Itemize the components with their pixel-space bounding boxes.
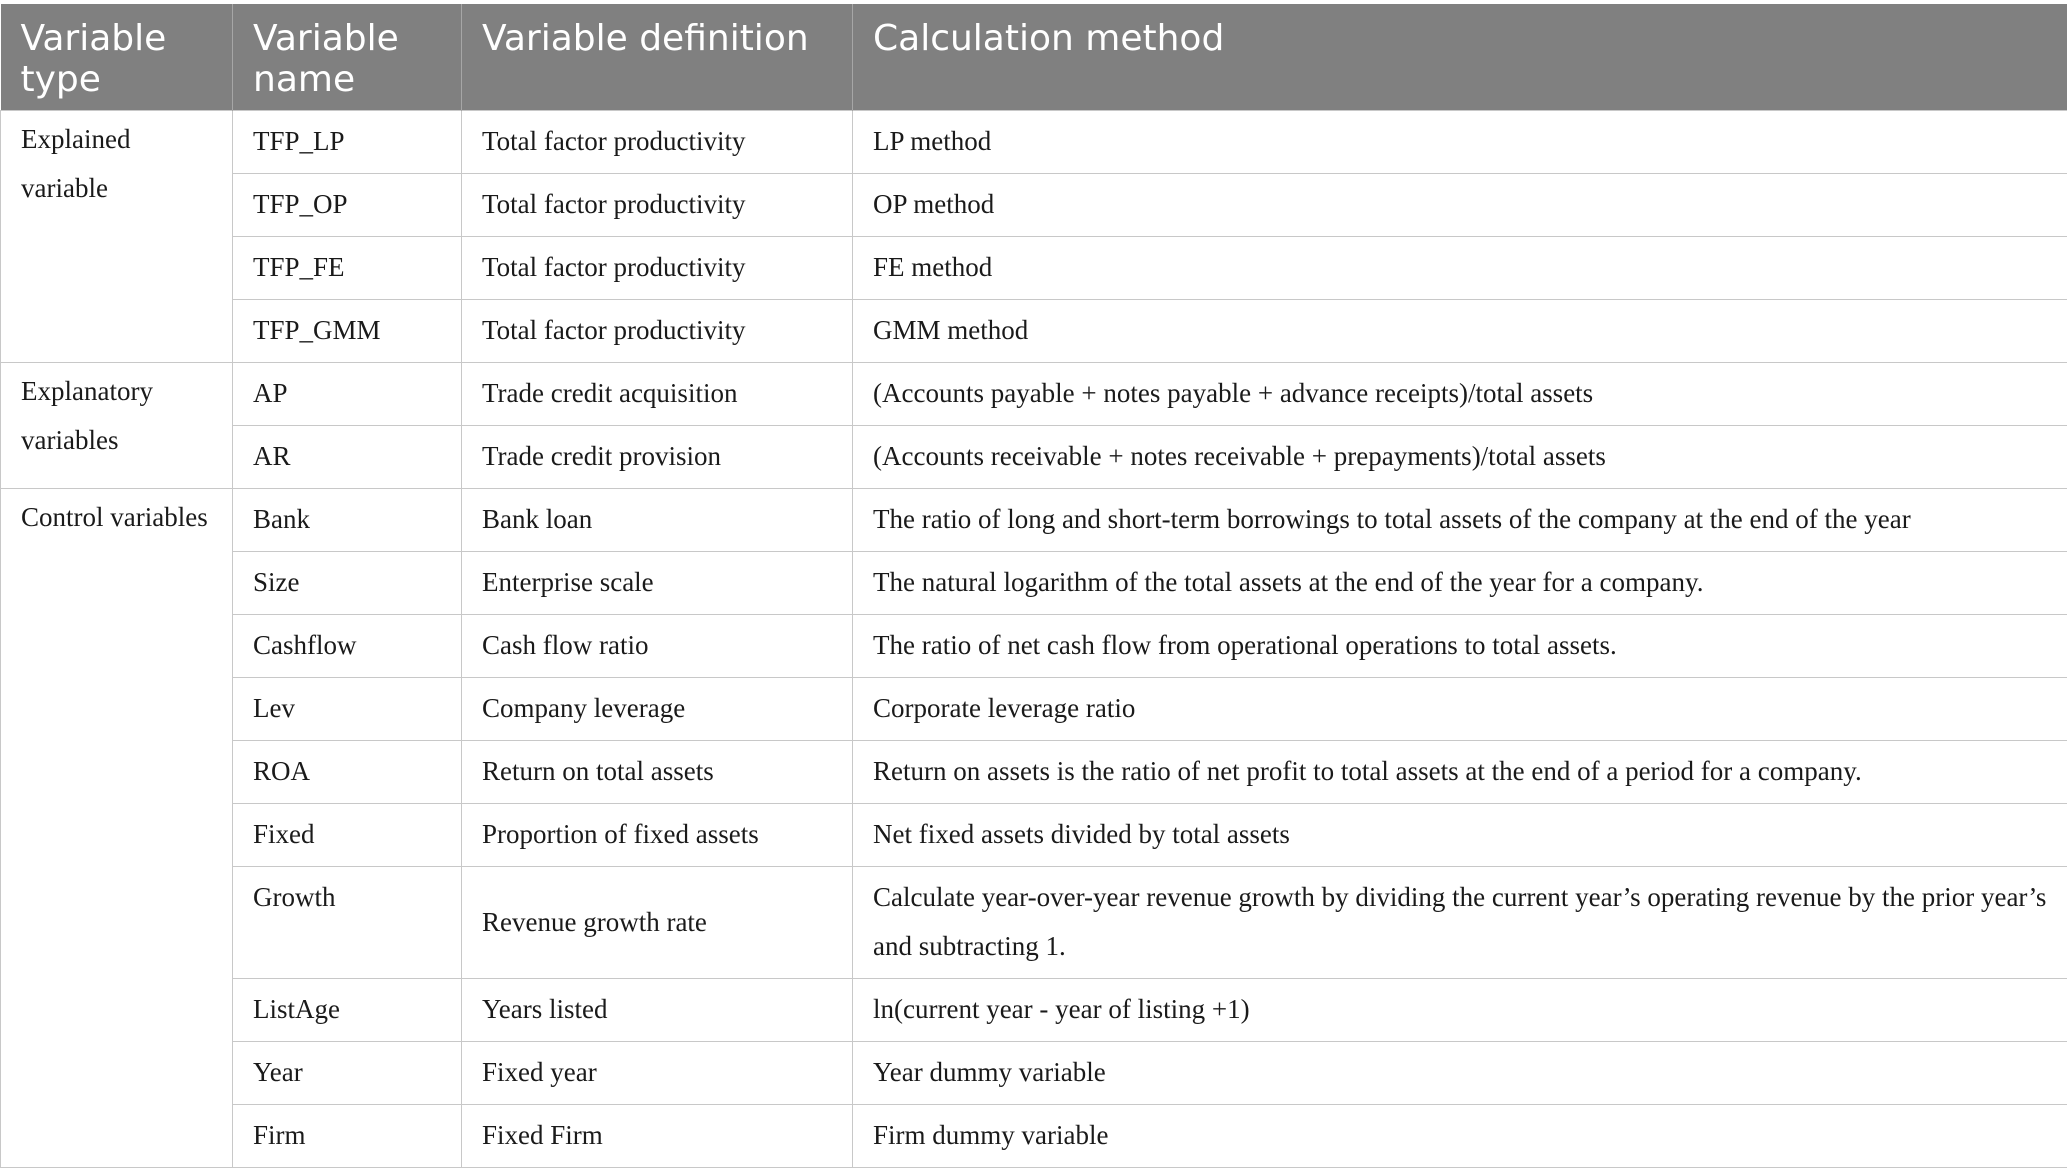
variable-definition-cell: Fixed Firm [462,1105,853,1168]
variable-definition-cell: Cash flow ratio [462,615,853,678]
header-calculation-method: Calculation method [853,4,2067,111]
table-row [1,489,2067,552]
table-row [1,1042,2067,1105]
calculation-method-cell: The ratio of long and short-term borrowings to total assets of the company at the end of the year [853,489,2067,552]
calculation-method-cell: (Accounts receivable + notes receivable + prepayments)/total assets [853,426,2067,489]
variable-definition-cell: Total factor productivity [462,300,853,363]
variable-name-cell: Bank [233,489,462,552]
variable-definition-cell: Return on total assets [462,741,853,804]
variable-definition-cell: Bank loan [462,489,853,552]
variable-name-cell: Firm [233,1105,462,1168]
variable-name-cell: TFP_OP [233,174,462,237]
calculation-method-cell: ln(current year - year of listing +1) [853,979,2067,1042]
table-row [1,1105,2067,1168]
variable-name-cell: Size [233,552,462,615]
table-row [1,867,2067,979]
calculation-method-cell: Firm dummy variable [853,1105,2067,1168]
variable-name-cell: ListAge [233,979,462,1042]
variable-name-cell: Lev [233,678,462,741]
table-row [1,237,2067,300]
variables-table [0,4,2067,1168]
table-row [1,741,2067,804]
variable-type-cell: Control variables [1,489,233,1168]
variable-name-cell: TFP_FE [233,237,462,300]
table-row [1,678,2067,741]
variable-definition-cell: Revenue growth rate [462,867,853,979]
header-variable-name: Variable name [233,4,462,111]
variable-definition-cell: Total factor productivity [462,237,853,300]
calculation-method-cell: Corporate leverage ratio [853,678,2067,741]
variable-name-cell: AP [233,363,462,426]
variable-definition-cell: Fixed year [462,1042,853,1105]
calculation-method-cell: Calculate year-over-year revenue growth by dividing the current year’s operating revenue by the prior year’s and subtracting 1. [853,867,2067,979]
variable-type-cell: Explained variable [1,111,233,363]
calculation-method-cell: OP method [853,174,2067,237]
table-row [1,615,2067,678]
calculation-method-cell: Net fixed assets divided by total assets [853,804,2067,867]
variable-definition-cell: Company leverage [462,678,853,741]
variable-name-cell: Growth [233,867,462,979]
header-variable-definition: Variable definition [462,4,853,111]
variable-definition-cell: Proportion of fixed assets [462,804,853,867]
table-row [1,426,2067,489]
calculation-method-cell: The natural logarithm of the total assets at the end of the year for a company. [853,552,2067,615]
table-row [1,552,2067,615]
table-row [1,174,2067,237]
variable-name-cell: ROA [233,741,462,804]
table-row [1,979,2067,1042]
table-row [1,804,2067,867]
calculation-method-cell: LP method [853,111,2067,174]
calculation-method-cell: Year dummy variable [853,1042,2067,1105]
calculation-method-cell: The ratio of net cash flow from operational operations to total assets. [853,615,2067,678]
variable-name-cell: Cashflow [233,615,462,678]
calculation-method-cell: Return on assets is the ratio of net profit to total assets at the end of a period for a company. [853,741,2067,804]
variable-name-cell: Year [233,1042,462,1105]
variable-definition-cell: Total factor productivity [462,174,853,237]
table-row [1,111,2067,174]
table-row [1,300,2067,363]
header-variable-type: Variable type [1,4,233,111]
calculation-method-cell: GMM method [853,300,2067,363]
table-row [1,363,2067,426]
variable-definition-cell: Total factor productivity [462,111,853,174]
variable-name-cell: Fixed [233,804,462,867]
calculation-method-cell: (Accounts payable + notes payable + advance receipts)/total assets [853,363,2067,426]
variable-type-cell: Explanatory variables [1,363,233,489]
variable-name-cell: AR [233,426,462,489]
variable-definition-cell: Trade credit acquisition [462,363,853,426]
variable-name-cell: TFP_GMM [233,300,462,363]
variable-definition-cell: Years listed [462,979,853,1042]
calculation-method-cell: FE method [853,237,2067,300]
variable-name-cell: TFP_LP [233,111,462,174]
variable-definition-cell: Trade credit provision [462,426,853,489]
header-row [1,4,2067,111]
variable-definition-cell: Enterprise scale [462,552,853,615]
